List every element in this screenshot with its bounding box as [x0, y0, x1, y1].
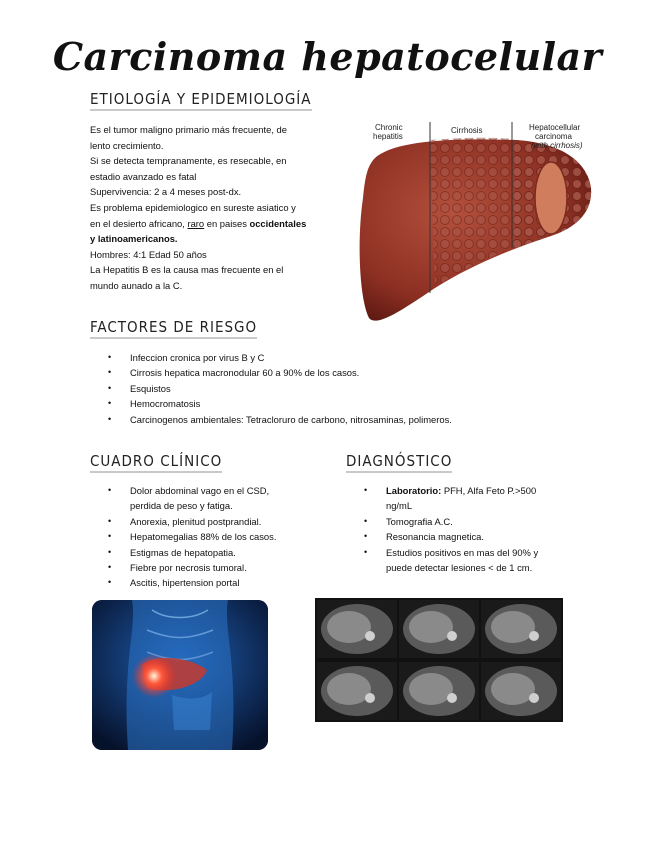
list-item: • Ascitis, hipertension portal: [108, 575, 328, 590]
text-line: Es problema epidemiologico en sureste asiatico y: [90, 201, 296, 213]
bold-label: Laboratorio:: [386, 485, 442, 496]
ct-scan-panel: [317, 600, 397, 658]
text-fragment: perdida de peso y fatiga.: [130, 500, 233, 512]
text-fragment: Estudios positivos en mas del 90% y: [386, 546, 539, 558]
body-tumor-image: [92, 600, 268, 750]
text-line: Supervivencia: 2 a 4 meses post-dx.: [90, 186, 242, 198]
ct-scan-panel: [317, 662, 397, 720]
list-item: • Fiebre por necrosis tumoral.: [108, 560, 328, 575]
ct-scan-panel: [481, 600, 561, 658]
factores-list: [108, 350, 588, 427]
text-fragment: ng/mL: [386, 500, 413, 512]
label-hepatocellular-carcinoma: Hepatocellular carcinoma (with cirrhosis): [529, 123, 583, 150]
label-chronic-hepatitis: Chronic hepatitis: [373, 123, 403, 141]
ct-scans-image: [315, 598, 563, 722]
etiologia-text: [90, 122, 350, 294]
list-item: [364, 545, 584, 576]
text-line: [90, 216, 350, 232]
list-item: [108, 483, 328, 514]
page-title: Carcinoma hepatocelular: [52, 34, 603, 79]
text-line: mundo aunado a la C.: [90, 279, 183, 291]
ct-scans-grid: [315, 598, 563, 722]
text-line: Si se detecta tempranamente, es resecable, en: [90, 155, 287, 167]
list-item: • Resonancia magnetica.: [364, 529, 584, 544]
label-cirrhosis: Cirrhosis: [451, 126, 483, 135]
tumor-glow: [132, 654, 176, 698]
text-line: estadio avanzado es fatal: [90, 170, 197, 182]
text-line: La Hepatitis B es la causa mas frecuente en el: [90, 264, 284, 276]
liver-illustration: [355, 118, 595, 330]
list-item: • Estigmas de hepatopatia.: [108, 545, 328, 560]
list-item: • Hemocromatosis: [108, 396, 588, 411]
text-fragment: en el desierto africano,: [90, 217, 188, 229]
text-fragment: PFH, Alfa Feto P.>500: [441, 485, 537, 496]
tumor-mass: [535, 162, 567, 234]
section-heading-diagnostico: DIAGNÓSTICO: [346, 452, 452, 473]
list-item: • Anorexia, plenitud postprandial.: [108, 514, 328, 529]
text-fragment: Dolor abdominal vago en el CSD,: [130, 485, 270, 496]
cirrhosis-region: [430, 138, 515, 288]
ct-scan-panel: [399, 662, 479, 720]
list-item: • Carcinogenos ambientales: Tetracloruro de carbono, nitrosaminas, polimeros.: [108, 412, 588, 427]
list-item: • Tomografia A.C.: [364, 514, 584, 529]
text-fragment: puede detectar lesiones < de 1 cm.: [386, 562, 533, 574]
ct-scan-panel: [399, 600, 479, 658]
ct-scan-panel: [481, 662, 561, 720]
section-heading-factores: FACTORES DE RIESGO: [90, 318, 257, 339]
section-heading-cuadro: CUADRO CLÍNICO: [90, 452, 222, 473]
list-item: • Infeccion cronica por virus B y C: [108, 350, 588, 365]
section-heading-etiologia: ETIOLOGÍA Y EPIDEMIOLOGÍA: [90, 90, 312, 111]
bold-word: occidentales: [249, 217, 307, 229]
text-line: lento crecimiento.: [90, 139, 164, 151]
body-tumor-illustration: [92, 600, 268, 750]
underlined-word: raro: [187, 217, 205, 229]
diagnostico-list: [364, 483, 584, 575]
cuadro-list: [108, 483, 328, 591]
list-item: [364, 483, 584, 514]
list-item: • Hepatomegalias 88% de los casos.: [108, 529, 328, 544]
text-fragment: en paises: [204, 217, 250, 229]
text-line: Es el tumor maligno primario más frecuente, de: [90, 124, 287, 135]
text-line: Hombres: 4:1 Edad 50 años: [90, 248, 207, 260]
text-line: y latinoamericanos.: [90, 233, 178, 245]
list-item: • Cirrosis hepatica macronodular 60 a 90% de los casos.: [108, 365, 588, 380]
list-item: • Esquistos: [108, 381, 588, 396]
